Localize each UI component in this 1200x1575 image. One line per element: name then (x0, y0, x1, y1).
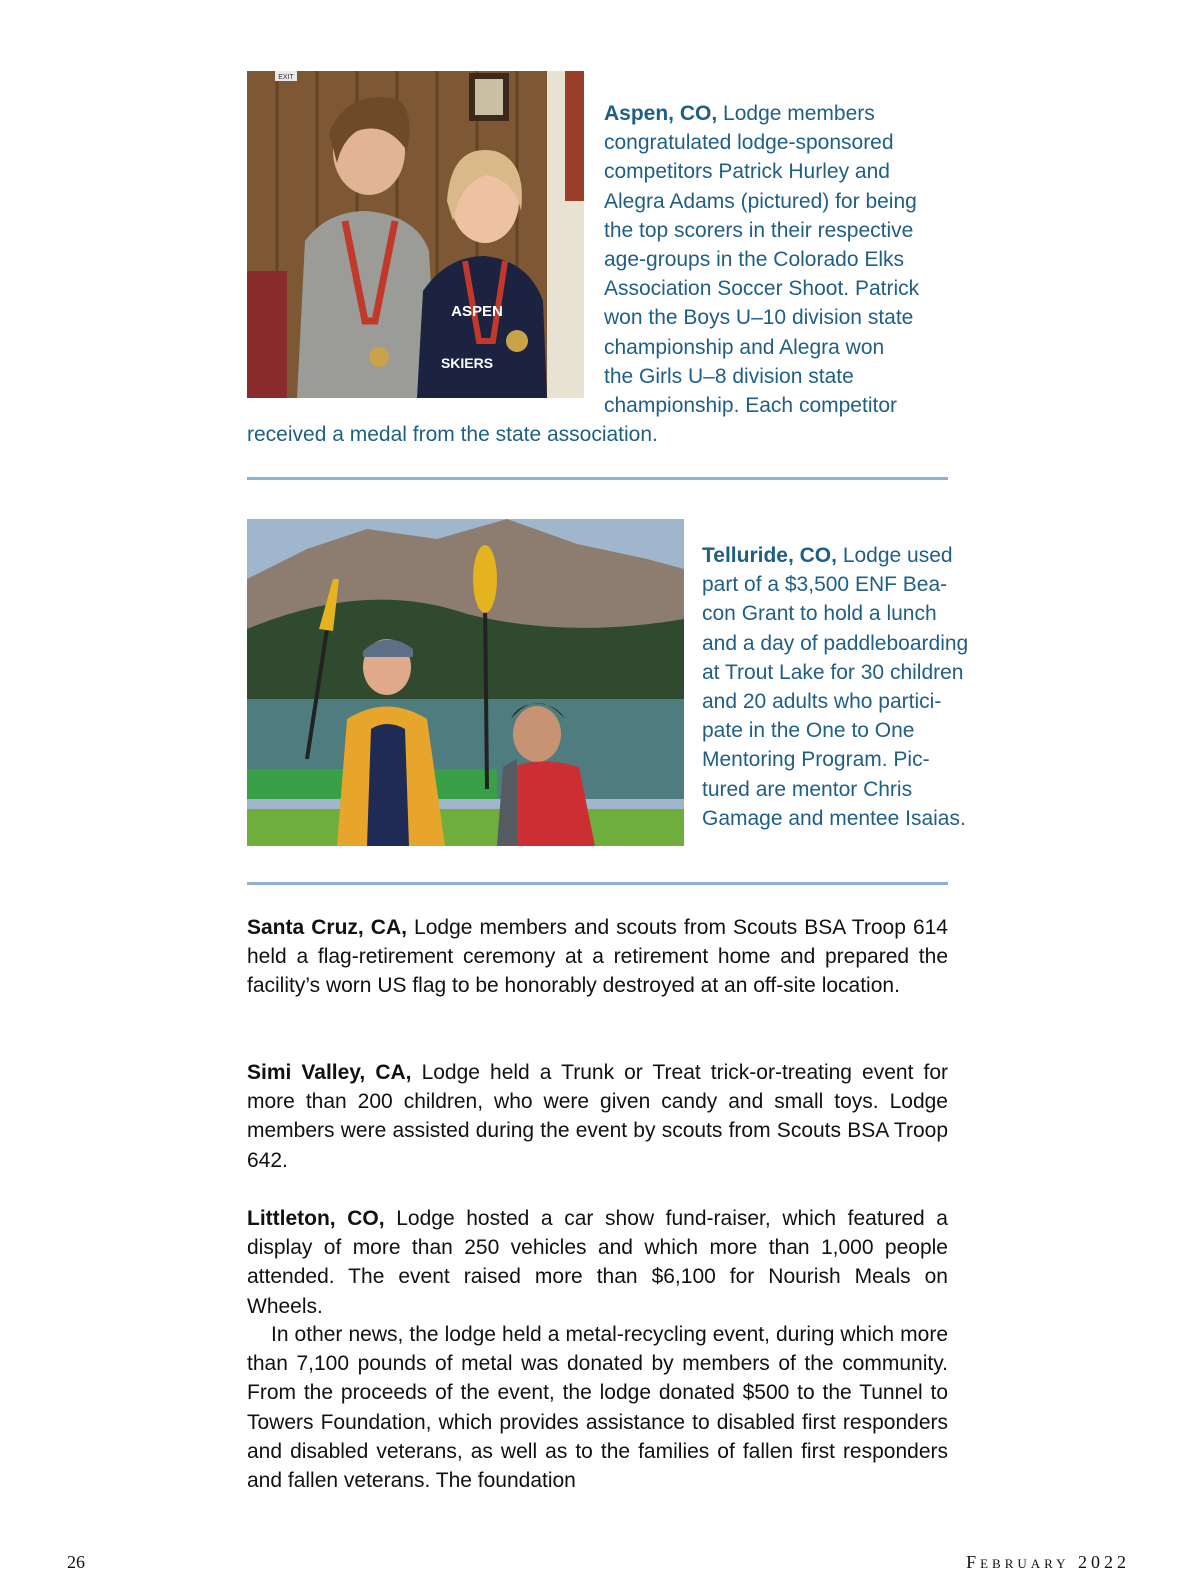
story-place: Santa Cruz, CA, (247, 916, 407, 939)
aspen-line: age-groups in the Colorado Elks (604, 248, 905, 272)
story-santa-cruz (247, 913, 948, 1001)
telluride-caption (702, 541, 1002, 833)
aspen-caption-last-line: received a medal from the state association. (247, 423, 658, 446)
telluride-line: Mentoring Program. Pic- (702, 748, 930, 772)
story-place: Littleton, CO, (247, 1207, 385, 1230)
aspen-line: Alegra Adams (pictured) for being (604, 189, 917, 213)
telluride-line: con Grant to hold a lunch (702, 602, 937, 626)
aspen-line: championship and Alegra won (604, 335, 885, 359)
story-text: Lodge members and scouts from Scouts BSA Troop 614 held a flag-retirement ceremony at a retirement home and prepared the facility’s worn US flag to be honorably destroyed at an off-site location. (247, 916, 948, 998)
aspen-line: Association Soccer Shoot. Patrick (604, 277, 920, 301)
aspen-caption (604, 99, 964, 420)
telluride-line: at Trout Lake for 30 children (702, 660, 964, 684)
aspen-line: Lodge members (723, 102, 875, 125)
telluride-line: tured are mentor Chris (702, 777, 913, 801)
section-divider (247, 477, 948, 480)
shirt-text-aspen: ASPEN (451, 303, 503, 320)
aspen-place: Aspen, CO, (604, 102, 718, 125)
aspen-line: championship. Each competitor (604, 394, 897, 418)
telluride-line: part of a $3,500 ENF Bea- (702, 573, 948, 597)
issue-date: February 2022 (966, 1552, 1130, 1572)
telluride-line: Gamage and mentee Isaias. (702, 806, 966, 830)
story-simi-valley (247, 1058, 948, 1175)
story-text: Lodge held a Trunk or Treat trick-or-treating event for more than 200 children, who were given candy and small toys. Lodge members were assisted during the event by scouts from Scouts BSA Troop 642. (247, 1061, 949, 1172)
telluride-line: pate in the One to One (702, 719, 915, 743)
aspen-line: the Girls U–8 division state (604, 364, 854, 388)
story-place: Simi Valley, CA, (247, 1061, 412, 1084)
telluride-photo (247, 519, 684, 846)
story-text: Lodge hosted a car show fund-raiser, which featured a display of more than 250 vehicles and which more than 1,000 people attended. The event raised more than $6,100 for Nourish Meals on Wheels. (247, 1207, 948, 1318)
aspen-line: won the Boys U–10 division state (604, 306, 914, 330)
section-divider (247, 882, 948, 885)
telluride-line: Lodge used (842, 544, 953, 567)
aspen-photo (247, 71, 584, 398)
aspen-line: competitors Patrick Hurley and (604, 160, 890, 184)
page-number: 26 (67, 1552, 85, 1572)
story-littleton (247, 1204, 948, 1321)
aspen-line: the top scorers in their respective (604, 218, 914, 242)
exit-sign-text: EXIT (278, 74, 294, 81)
story-littleton-continuation: In other news, the lodge held a metal-recycling event, during which more than 7,100 pounds of metal was donated by members of the community. From the proceeds of the event, the lodge donated $500 to the Tunnel to Towers Foundation, which provides assistance to disabled first responders and disabled veterans, as well as to the families of fallen first responders and fallen veterans. The foundation (247, 1323, 948, 1493)
shirt-text-skiers: SKIERS (440, 355, 494, 371)
telluride-line: and a day of paddleboarding (702, 631, 969, 655)
telluride-line: and 20 adults who partici- (702, 690, 942, 714)
telluride-place: Telluride, CO, (702, 544, 837, 567)
aspen-line: congratulated lodge-sponsored (604, 131, 894, 155)
